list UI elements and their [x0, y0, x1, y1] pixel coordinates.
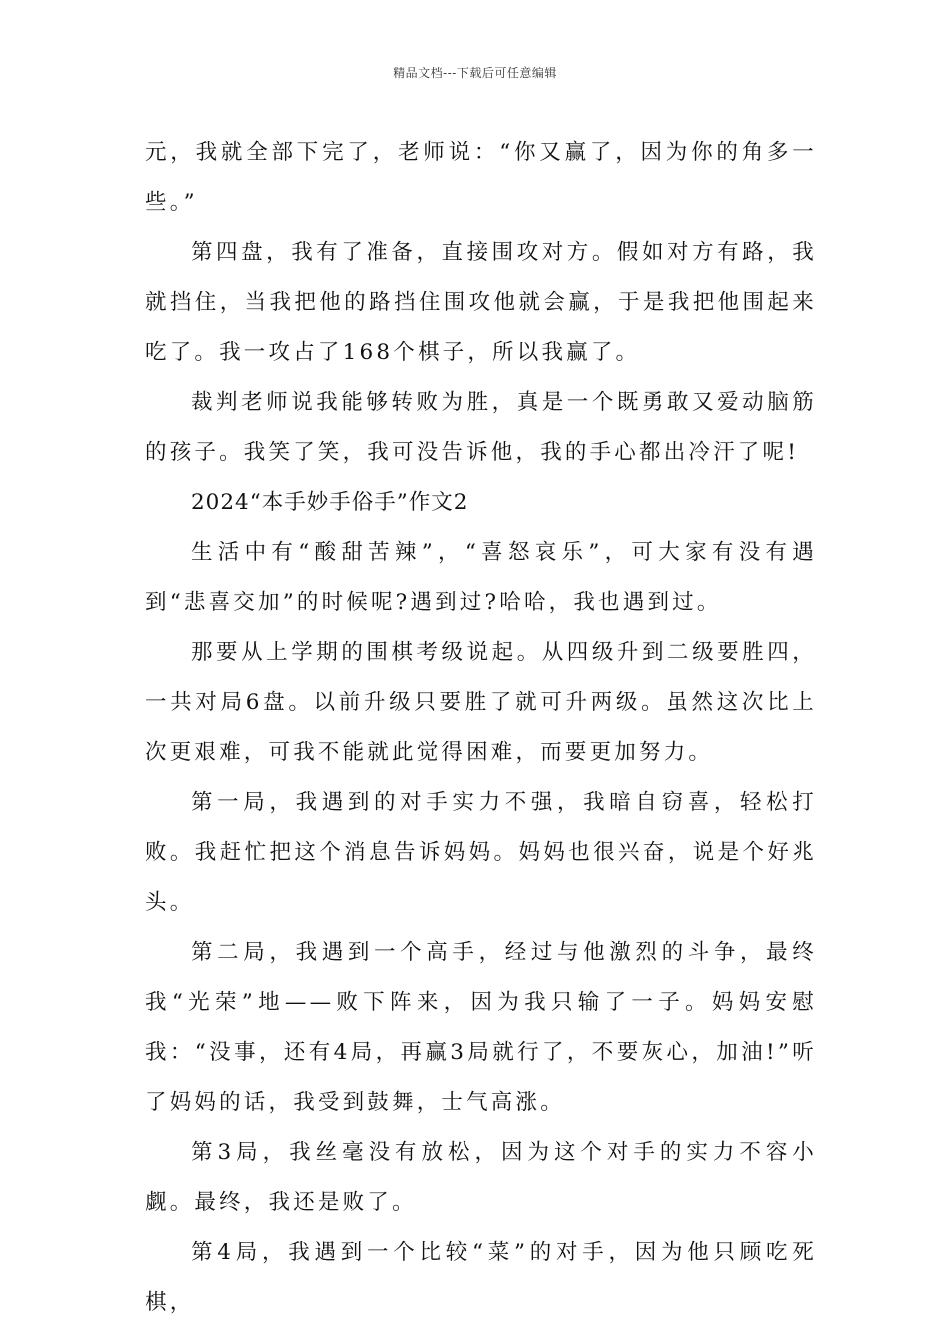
paragraph-continuation: 元，我就全部下完了，老师说：“你又赢了，因为你的角多一些。”	[145, 140, 817, 215]
document-body	[145, 128, 817, 1328]
paragraph: 第四盘，我有了准备，直接围攻对方。假如对方有路，我就挡住，当我把他的路挡住围攻他就会赢，于是我把他围起来吃了。我一攻占了168个棋子，所以我赢了。	[145, 240, 817, 365]
paragraph: 那要从上学期的围棋考级说起。从四级升到二级要胜四，一共对局6盘。以前升级只要胜了就可升两级。虽然这次比上次更艰难，可我不能就此觉得困难，而要更加努力。	[145, 640, 817, 765]
paragraph: 第4局，我遇到一个比较“菜”的对手，因为他只顾吃死棋，	[145, 1240, 817, 1315]
paragraph: 第一局，我遇到的对手实力不强，我暗自窃喜，轻松打败。我赶忙把这个消息告诉妈妈。妈妈也很兴奋，说是个好兆头。	[145, 790, 817, 915]
page-header: 精品文档---下载后可任意编辑	[393, 66, 557, 80]
essay-title: 2024“本手妙手俗手”作文2	[191, 490, 469, 515]
paragraph: 裁判老师说我能够转败为胜，真是一个既勇敢又爱动脑筋的孩子。我笑了笑，我可没告诉他，我的手心都出冷汗了呢!	[145, 390, 817, 465]
paragraph: 生活中有“酸甜苦辣”，“喜怒哀乐”，可大家有没有遇到“悲喜交加”的时候呢?遇到过?哈哈，我也遇到过。	[145, 540, 817, 615]
paragraph: 第3局，我丝毫没有放松，因为这个对手的实力不容小觑。最终，我还是败了。	[145, 1140, 817, 1215]
paragraph: 第二局，我遇到一个高手，经过与他激烈的斗争，最终我“光荣”地——败下阵来，因为我只输了一子。妈妈安慰我：“没事，还有4局，再赢3局就行了，不要灰心，加油!”听了妈妈的话，我受到鼓舞，士气高涨。	[145, 940, 817, 1115]
